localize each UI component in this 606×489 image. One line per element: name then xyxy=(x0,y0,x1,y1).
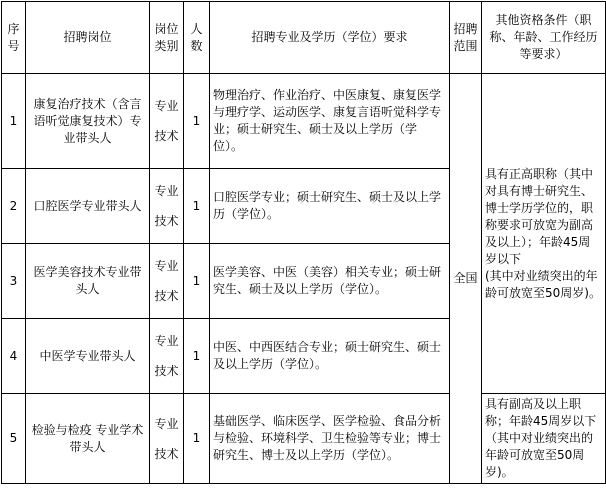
cell-seq: 1 xyxy=(2,74,26,169)
category-line-2: 技术 xyxy=(154,446,179,461)
category-line-1: 专业 xyxy=(154,184,179,198)
cell-position: 中医学专业带头人 xyxy=(26,319,150,394)
header-category: 岗位类别 xyxy=(150,2,184,74)
cell-category xyxy=(150,394,184,484)
cell-seq: 5 xyxy=(2,394,26,484)
cell-position: 康复治疗技术（含言语听觉康复技术）专业带头人 xyxy=(26,74,150,169)
header-other: 其他资格条件（职称、年龄、工作经历等要求） xyxy=(482,2,606,74)
cell-category xyxy=(150,74,184,169)
cell-category xyxy=(150,244,184,319)
header-row xyxy=(2,2,606,74)
cell-position: 检验与检疫 专业学术带头人 xyxy=(26,394,150,484)
cell-category xyxy=(150,169,184,244)
cell-requirement: 中医、中西医结合专业；硕士研究生、硕士及以上学历（学位）。 xyxy=(210,319,450,394)
category-line-1: 专业 xyxy=(154,259,179,273)
cell-position: 口腔医学专业带头人 xyxy=(26,169,150,244)
recruitment-table xyxy=(1,1,606,484)
cell-position: 医学美容技术专业带头人 xyxy=(26,244,150,319)
header-count: 人数 xyxy=(184,2,210,74)
cell-count: 1 xyxy=(184,169,210,244)
category-line-2: 技术 xyxy=(154,364,179,378)
cell-other-group-a xyxy=(482,74,606,394)
category-line-2: 技术 xyxy=(154,214,179,228)
cell-count: 1 xyxy=(184,74,210,169)
category-line-1: 专业 xyxy=(154,416,179,431)
cell-requirement: 医学美容、中医（美容）相关专业；硕士研究生、硕士及以上学历（学位）。 xyxy=(210,244,450,319)
cell-requirement: 物理治疗、作业治疗、中医康复、康复医学与理疗学、运动医学、康复言语听觉科学专业；硕士研究生、硕士及以上学历（学位）。 xyxy=(210,74,450,169)
cell-requirement: 口腔医学专业；硕士研究生、硕士及以上学历（学位）。 xyxy=(210,169,450,244)
cell-requirement: 基础医学、临床医学、医学检验、食品分析与检验、环境科学、卫生检验等专业；博士研究生、博士及以上学历（学位）。 xyxy=(210,394,450,484)
other-group-a-note: (其中对业绩突出的年龄可放宽至50周岁)。 xyxy=(485,268,601,300)
header-seq: 序号 xyxy=(2,2,26,74)
cell-seq: 4 xyxy=(2,319,26,394)
header-position: 招聘岗位 xyxy=(26,2,150,74)
cell-count: 1 xyxy=(184,394,210,484)
category-line-2: 技术 xyxy=(154,129,179,143)
table-row xyxy=(2,74,606,169)
category-line-1: 专业 xyxy=(154,99,179,113)
category-line-1: 专业 xyxy=(154,334,179,348)
other-group-a-text: 具有正高职称（其中对具有博士研究生、博士学历学位的，职称要求可放宽为副高及以上）；年龄45周岁以下 xyxy=(485,166,594,266)
header-scope: 招聘范围 xyxy=(450,2,482,74)
cell-count: 1 xyxy=(184,244,210,319)
cell-other-group-b: 具有副高及以上职称；年龄45周岁以下（其中对业绩突出的年龄可放宽至50周岁)。 xyxy=(482,394,606,484)
table-row xyxy=(2,394,606,484)
cell-count: 1 xyxy=(184,319,210,394)
cell-category xyxy=(150,319,184,394)
cell-scope: 全国 xyxy=(450,74,482,484)
cell-seq: 2 xyxy=(2,169,26,244)
header-requirement: 招聘专业及学历（学位）要求 xyxy=(210,2,450,74)
category-line-2: 技术 xyxy=(154,289,179,303)
cell-seq: 3 xyxy=(2,244,26,319)
